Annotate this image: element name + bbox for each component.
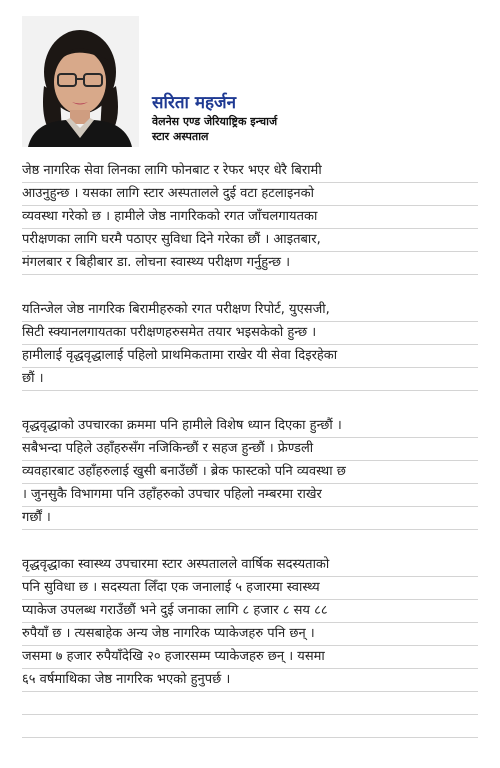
text-line: आउनुहुन्छ । यसका लागि स्टार अस्पतालले दुई वटा हटलाइनको: [22, 183, 478, 206]
text-line: ६५ वर्षमाथिका जेष्ठ नागरिक भएको हुनुपर्छ ।: [22, 669, 478, 692]
author-organization: स्टार अस्पताल: [152, 130, 209, 143]
text-line: मंगलबार र बिहीबार डा. लोचना स्वास्थ्य परीक्षण गर्नुहुन्छ ।: [22, 252, 478, 275]
text-line: गर्छौं ।: [22, 507, 478, 530]
text-line: रुपैयाँ छ । त्यसबाहेक अन्य जेष्ठ नागरिक प्याकेजहरु पनि छन् ।: [22, 623, 478, 646]
author-role: वेलनेस एण्ड जेरियाष्ट्रिक इन्चार्ज: [152, 115, 278, 128]
text-line: व्यवहारबाट उहाँहरुलाई खुसी बनाउँछौं । ब्रेक फास्टको पनि व्यवस्था छ: [22, 461, 478, 484]
text-line: छौं ।: [22, 368, 478, 391]
text-line: जेष्ठ नागरिक सेवा लिनका लागि फोनबाट र रेफर भएर धेरै बिरामी: [22, 160, 478, 183]
author-photo: [22, 16, 139, 147]
ruled-line: [22, 692, 478, 715]
text-line: हामीलाई वृद्धवृद्धालाई पहिलो प्राथमिकतामा राखेर यी सेवा दिइरहेका: [22, 345, 478, 368]
text-line: प्याकेज उपलब्ध गराउँछौं भने दुई जनाका लागि ८ हजार ८ सय ८८: [22, 600, 478, 623]
text-line: सिटी स्क्यानलगायतका परीक्षणहरुसमेत तयार भइसकेको हुन्छ ।: [22, 322, 478, 345]
text-line: वृद्धवृद्धाको उपचारका क्रममा पनि हामीले विशेष ध्यान दिएका हुन्छौं ।: [22, 415, 478, 438]
article-body: [22, 160, 478, 762]
text-line: । जुनसुकै विभागमा पनि उहाँहरुको उपचार पहिलो नम्बरमा राखेर: [22, 484, 478, 507]
paragraph-1: [22, 160, 478, 275]
paragraph-3: [22, 415, 478, 530]
paragraph-4: [22, 554, 478, 738]
text-line: पनि सुविधा छ । सदस्यता लिँदा एक जनालाई ५ हजारमा स्वास्थ्य: [22, 577, 478, 600]
ruled-line: [22, 715, 478, 738]
text-line: वृद्धवृद्धाका स्वास्थ्य उपचारमा स्टार अस्पतालले वार्षिक सदस्यताको: [22, 554, 478, 577]
text-line: परीक्षणका लागि घरमै पठाएर सुविधा दिने गरेका छौं । आइतबार,: [22, 229, 478, 252]
text-line: यतिन्जेल जेष्ठ नागरिक बिरामीहरुको रगत परीक्षण रिपोर्ट, युएसजी,: [22, 299, 478, 322]
text-line: सबैभन्दा पहिले उहाँहरुसँग नजिकिन्छौं र सहज हुन्छौं । फ्रेण्डली: [22, 438, 478, 461]
text-line: व्यवस्था गरेको छ । हामीले जेष्ठ नागरिकको रगत जाँचलगायतका: [22, 206, 478, 229]
byline-header: [0, 0, 500, 160]
author-portrait-image: [22, 16, 139, 147]
paragraph-2: [22, 299, 478, 391]
author-name: सरिता महर्जन: [152, 93, 237, 113]
author-byline: [152, 92, 277, 144]
text-line: जसमा ७ हजार रुपैयाँदेखि २० हजारसम्म प्याकेजहरु छन् । यसमा: [22, 646, 478, 669]
